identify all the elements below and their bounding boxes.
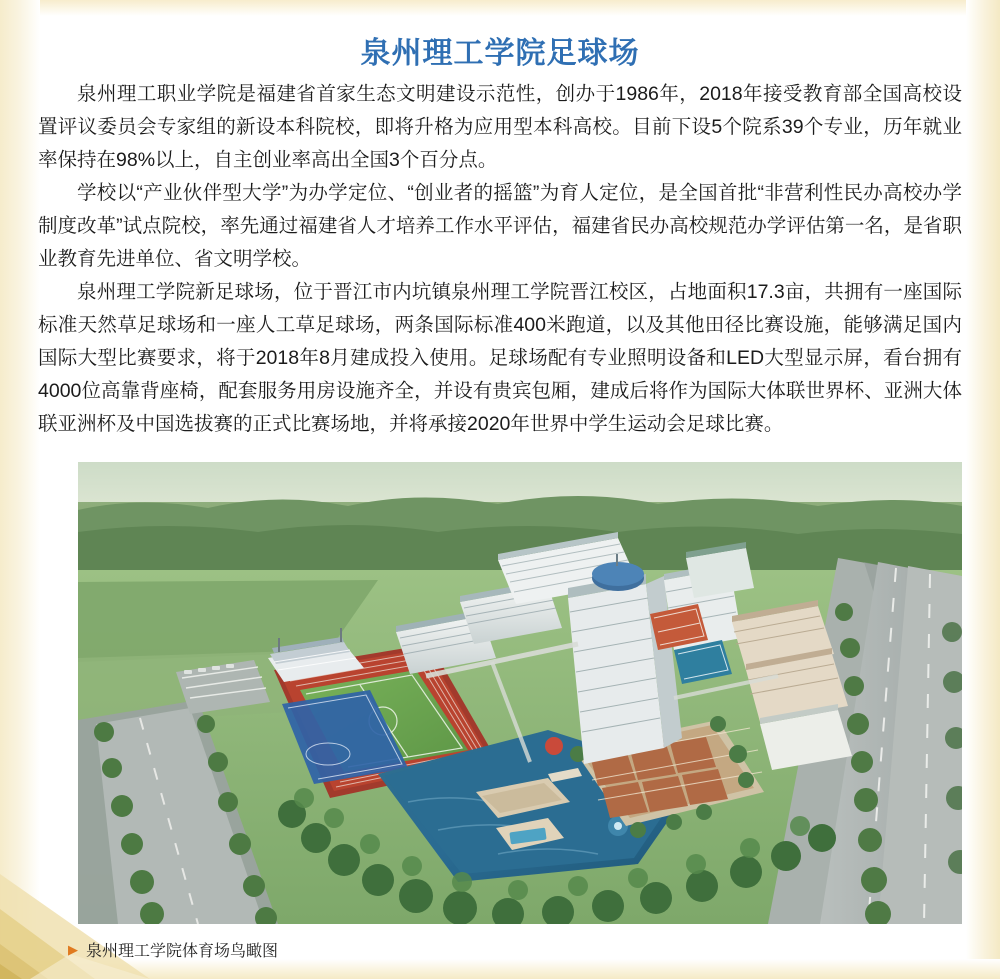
figure-caption <box>68 938 278 961</box>
article-body <box>38 78 962 441</box>
paragraph-2: 学校以“产业伙伴型大学”为办学定位、“创业者的摇篮”为育人定位，是全国首批“非营利性民办高校办学制度改革”试点院校，率先通过福建省人才培养工作水平评估，福建省民办高校规范办学评估第一名，是省职业教育先进单位、省文明学校。 <box>38 182 962 270</box>
figure-stadium-aerial <box>78 462 962 924</box>
page-title: 泉州理工学院足球场 <box>360 37 640 70</box>
triangle-marker-icon: ▶ <box>68 942 78 957</box>
page-border-top <box>0 0 1000 16</box>
paragraph-3: 泉州理工学院新足球场，位于晋江市内坑镇泉州理工学院晋江校区，占地面积17.3亩，共拥有一座国际标准天然草足球场和一座人工草足球场，两条国际标准400米跑道，以及其他田径比赛设施，能够满足国内国际大型比赛要求，将于2018年8月建成投入使用。足球场配有专业照明设备和LED大型显示屏，看台拥有4000位高靠背座椅，配套服务用房设施齐全，并设有贵宾包厢，建成后将作为国际大体联世界杯、亚洲大体联亚洲杯及中国选拔赛的正式比赛场地，并将承接2020年世界中学生运动会足球比赛。 <box>38 281 962 435</box>
page-border-right <box>966 0 1000 979</box>
figure-caption-text: 泉州理工学院体育场鸟瞰图 <box>86 943 279 960</box>
aerial-rendering-image <box>78 462 962 924</box>
paragraph-1: 泉州理工职业学院是福建省首家生态文明建设示范性，创办于1986年，2018年接受教育部全国高校设置评议委员会专家组的新设本科院校，即将升格为应用型本科高校。目前下设5个院系39个专业，历年就业率保持在98%以上，自主创业率高出全国3个百分点。 <box>38 83 962 171</box>
